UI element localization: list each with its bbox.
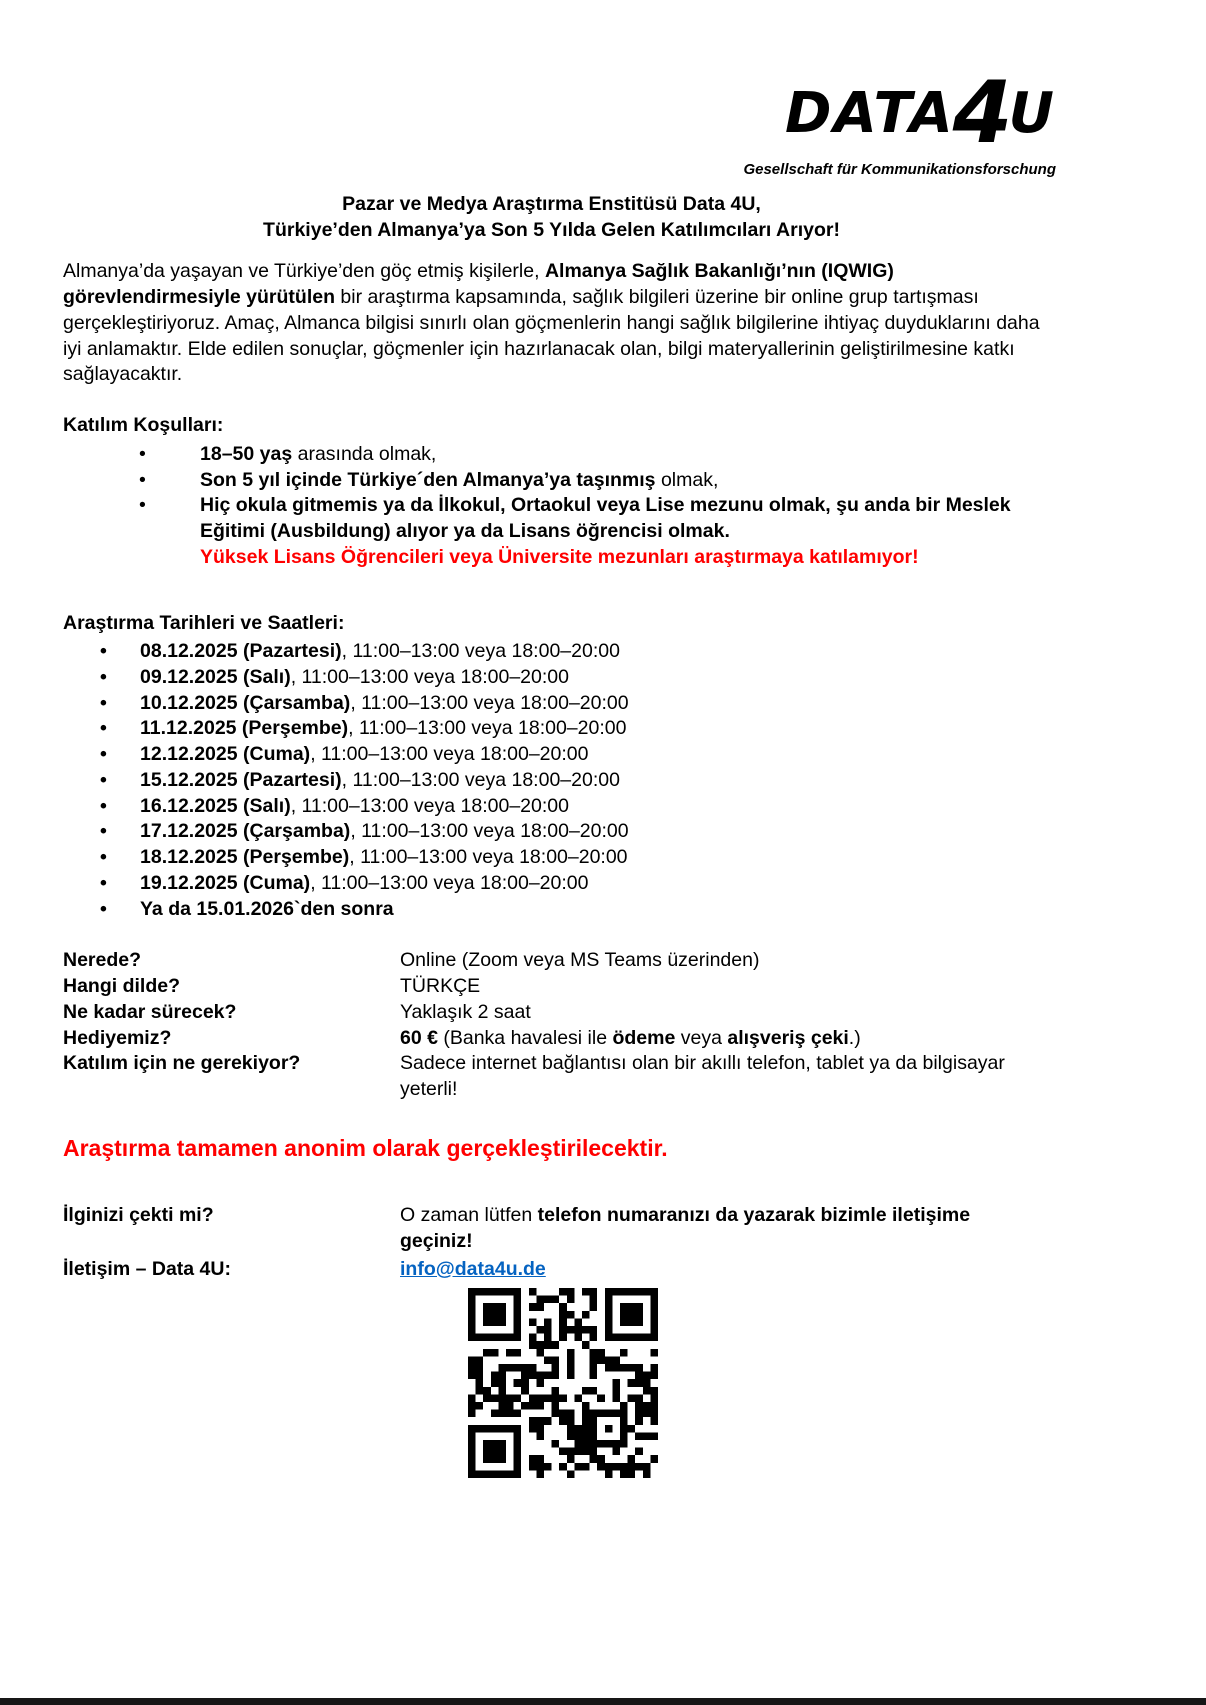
intro-bold: Almanya Sağlık Bakanlığı’nın (IQWIG) görevlendirmesiyle yürütülen	[63, 260, 894, 309]
schedule-date: 15.12.2025 (Pazartesi)	[140, 768, 342, 791]
page-bottom-edge	[0, 1698, 1206, 1705]
title-line-2: Türkiye’den Almanya’ya Son 5 Yılda Gelen Katılımcıları Arıyor!	[263, 218, 840, 241]
schedule-item	[63, 691, 1040, 717]
schedule-date: 17.12.2025 (Çarşamba)	[140, 820, 351, 843]
conditions-warning: Yüksek Lisans Öğrencileri veya Üniversite mezunları araştırmaya katılamıyor!	[200, 545, 919, 568]
schedule-item	[63, 742, 1040, 768]
schedule-times: , 11:00–13:00 veya 18:00–20:00	[350, 691, 629, 714]
email-link[interactable]: info@data4u.de	[400, 1257, 546, 1280]
schedule-list	[63, 639, 1040, 922]
schedule-item	[63, 897, 1040, 923]
intro-text-1: Almanya’da yaşayan ve Türkiye’den göç etmiş kişilerle,	[63, 260, 545, 283]
condition-bold: 18–50 yaş	[200, 442, 293, 465]
schedule-date: 09.12.2025 (Salı)	[140, 666, 291, 689]
qa-label: Hangi dilde?	[63, 975, 180, 998]
qa-row-interest	[63, 1203, 1040, 1254]
condition-item	[63, 493, 1040, 570]
condition-rest: olmak,	[655, 468, 719, 491]
qa-label: Nerede?	[63, 949, 142, 972]
intro-paragraph	[63, 259, 1040, 388]
qa-label: Hediyemiz?	[63, 1026, 172, 1049]
data4u-wordmark	[743, 63, 1056, 163]
qr-code	[468, 1288, 658, 1478]
qa-answer: TÜRKÇE	[400, 975, 481, 998]
interest-bold: telefon numaranızı da yazarak bizimle iletişime geçiniz!	[400, 1204, 971, 1252]
schedule-date: 10.12.2025 (Çarsamba)	[140, 691, 351, 714]
qa-row-language	[63, 974, 1040, 1000]
schedule-item	[63, 871, 1040, 897]
qr-row	[63, 1288, 1040, 1478]
condition-rest: arasında olmak,	[292, 442, 437, 465]
schedule-times: , 11:00–13:00 veya 18:00–20:00	[348, 717, 627, 740]
schedule-date: 16.12.2025 (Salı)	[140, 794, 291, 817]
schedule-heading: Araştırma Tarihleri ve Saatleri:	[63, 611, 345, 634]
intro-text-2: bir araştırma kapsamında, sağlık bilgileri üzerine bir online grup tartışması gerçekleştiriyoruz. Amaç, Almanca bilgisi sınırlı olan göçmenlerin hangi sağlık bilgilerine ihtiyaç duyduklarını daha iyi anlamaktır. Elde edilen sonuçlar, göçmenler için hazırlanacak olan, bilgi materyallerinin geliştirilmesine katkı sağlayacaktır.	[63, 286, 1040, 386]
gift-text: .)	[848, 1026, 861, 1049]
logo-part-4: 4	[952, 63, 1015, 163]
qa-row-where	[63, 948, 1040, 974]
qa-row-gift	[63, 1026, 1040, 1052]
condition-item	[63, 468, 1040, 494]
qa-answer	[400, 1026, 1040, 1052]
logo-part-data: DATA	[785, 81, 955, 146]
schedule-date: 12.12.2025 (Cuma)	[140, 743, 311, 766]
schedule-date: 11.12.2025 (Perşembe)	[140, 717, 349, 740]
conditions-list	[63, 442, 1040, 571]
condition-bold: Son 5 yıl içinde Türkiye´den Almanya’ya taşınmış	[200, 468, 656, 491]
qa-answer	[400, 1203, 1040, 1254]
qa-label: İlginizi çekti mi?	[63, 1204, 214, 1227]
schedule-times: , 11:00–13:00 veya 18:00–20:00	[310, 743, 589, 766]
schedule-times: , 11:00–13:00 veya 18:00–20:00	[341, 640, 620, 663]
schedule-item	[63, 845, 1040, 871]
data4u-logo	[743, 63, 1056, 180]
page-title	[63, 192, 1040, 243]
title-line-1: Pazar ve Medya Araştırma Enstitüsü Data 4U,	[342, 193, 761, 215]
gift-bold: ödeme	[612, 1026, 676, 1049]
qa-answer: Yaklaşık 2 saat	[400, 1000, 531, 1023]
schedule-times: , 11:00–13:00 veya 18:00–20:00	[310, 871, 589, 894]
schedule-date: 08.12.2025 (Pazartesi)	[140, 640, 342, 663]
schedule-times: , 11:00–13:00 veya 18:00–20:00	[341, 768, 620, 791]
schedule-times: , 11:00–13:00 veya 18:00–20:00	[290, 666, 569, 689]
qa-row-requirements	[63, 1051, 1040, 1102]
condition-bold: Hiç okula gitmemis ya da İlkokul, Ortaokul veya Lise mezunu olmak, şu anda bir Meslek Eğitimi (Ausbildung) alıyor ya da Lisans öğrencisi olmak.	[200, 494, 1011, 543]
gift-text: veya	[675, 1026, 728, 1049]
qa-answer: Sadece internet bağlantısı olan bir akıllı telefon, tablet ya da bilgisayar yeterli!	[400, 1052, 1005, 1101]
schedule-date: Ya da 15.01.2026`den sonra	[140, 897, 394, 920]
logo-tagline: Gesellschaft für Kommunikationsforschung	[743, 161, 1056, 178]
schedule-item	[63, 716, 1040, 742]
schedule-item	[63, 794, 1040, 820]
condition-item	[63, 442, 1040, 468]
interest-text: O zaman lütfen	[400, 1204, 538, 1227]
schedule-item	[63, 665, 1040, 691]
anonymous-note: Araştırma tamamen anonim olarak gerçekleştirilecektir.	[63, 1134, 668, 1161]
qa-answer: Online (Zoom veya MS Teams üzerinden)	[400, 949, 760, 972]
schedule-times: , 11:00–13:00 veya 18:00–20:00	[350, 820, 629, 843]
logo-part-u: U	[1008, 81, 1056, 146]
schedule-date: 18.12.2025 (Perşembe)	[140, 846, 350, 869]
schedule-item	[63, 768, 1040, 794]
details-block	[63, 948, 1040, 1102]
schedule-date: 19.12.2025 (Cuma)	[140, 871, 311, 894]
qa-label: Ne kadar sürecek?	[63, 1000, 237, 1023]
schedule-times: , 11:00–13:00 veya 18:00–20:00	[349, 846, 628, 869]
gift-amount: 60 €	[400, 1026, 438, 1049]
gift-text: (Banka havalesi ile	[437, 1026, 613, 1049]
schedule-times: , 11:00–13:00 veya 18:00–20:00	[290, 794, 569, 817]
gift-bold: alışveriş çeki	[727, 1026, 849, 1049]
qa-label: İletişim – Data 4U:	[63, 1257, 231, 1280]
qa-answer	[400, 1257, 1040, 1283]
qa-label: Katılım için ne gerekiyor?	[63, 1052, 301, 1075]
conditions-heading: Katılım Koşulları:	[63, 414, 224, 437]
qa-row-duration	[63, 1000, 1040, 1026]
qa-row-contact	[63, 1257, 1040, 1283]
schedule-item	[63, 819, 1040, 845]
schedule-item	[63, 639, 1040, 665]
